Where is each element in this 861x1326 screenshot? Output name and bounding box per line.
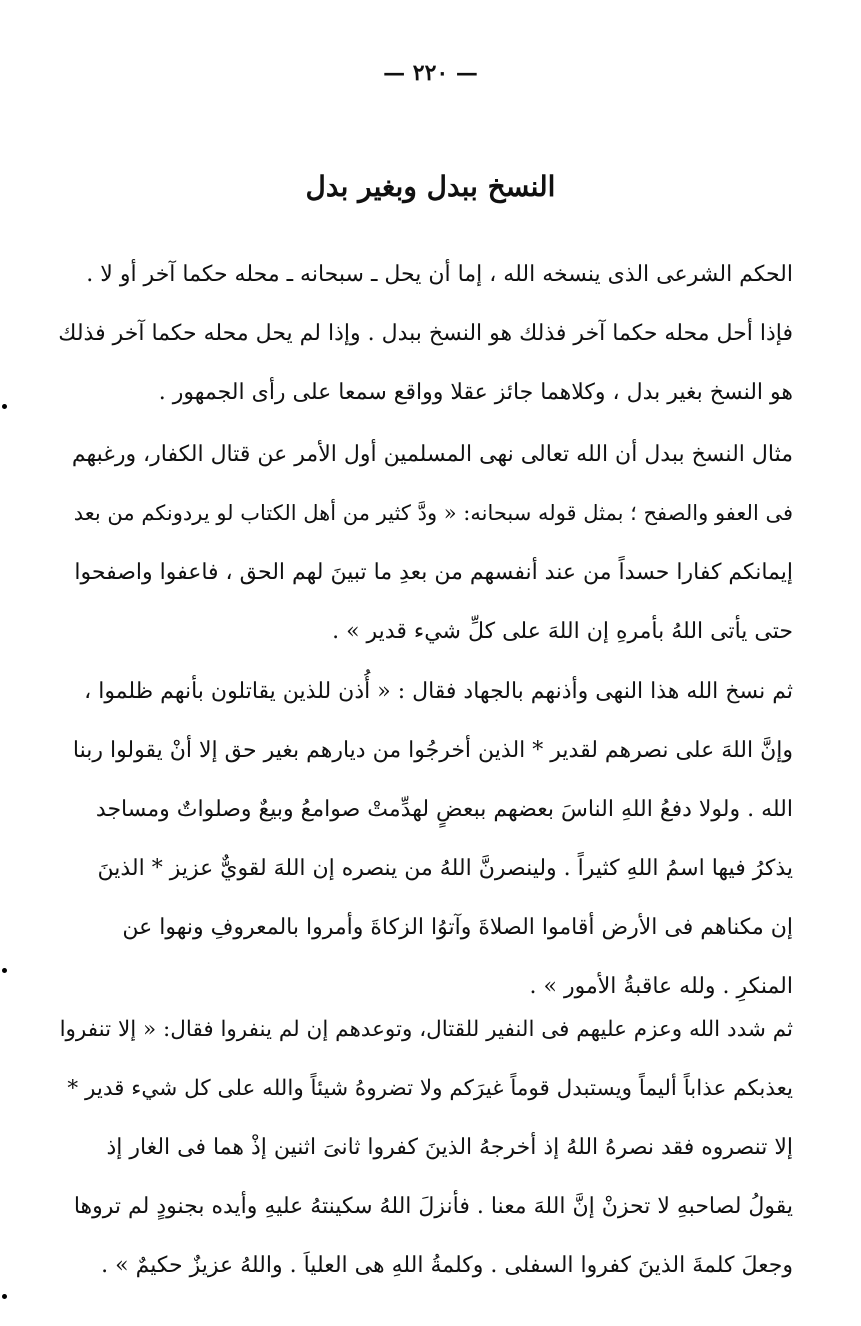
paragraph-example — [58, 425, 793, 661]
margin-ink-dot — [2, 968, 7, 973]
paragraph-mobilization — [58, 1000, 793, 1295]
text-line: وإنَّ اللهَ على نصرهم لقدير * الذين أخرجُوا من ديارهم بغير حق إلا أنْ يقولوا ربنا — [72, 738, 793, 763]
margin-ink-dot — [2, 1294, 7, 1299]
page-number: — ٢٢٠ — — [383, 60, 478, 86]
text-line: الحكم الشرعى الذى ينسخه الله ، إما أن يحل ـ سبحانه ـ محله حكما آخر أو لا . — [86, 262, 793, 287]
text-line: فإذا أحل محله حكما آخر فذلك هو النسخ ببدل . وإذا لم يحل محله حكما آخر فذلك — [58, 321, 793, 346]
text-line: المنكرِ . ولله عاقبةُ الأمور » . — [529, 974, 793, 999]
text-line: إلا تنصروه فقد نصرهُ اللهُ إذ أخرجهُ الذينَ كفروا ثانىَ اثنين إذْ هما فى الغار إذ — [106, 1135, 793, 1160]
text-line: إن مكناهم فى الأرض أقاموا الصلاةَ وآتوُا الزكاةَ وأمروا بالمعروفِ ونهوا عن — [122, 915, 793, 940]
text-line: يقولُ لصاحبهِ لا تحزنْ إنَّ اللهَ معنا . فأنزلَ اللهُ سكينتهُ عليهِ وأيده بجنودٍ لم تروها — [73, 1194, 793, 1219]
text-line: حتى يأتى اللهُ بأمرهِ إن اللهَ على كلِّ شيء قدير » . — [332, 619, 793, 644]
text-line: ثم شدد الله وعزم عليهم فى النفير للقتال، وتوعدهم إن لم ينفروا فقال: « إلا تنفروا — [59, 1017, 793, 1042]
text-line: وجعلَ كلمةَ الذينَ كفروا السفلى . وكلمةُ اللهِ هى العلياَ . واللهُ عزيزٌ حكيمٌ » . — [101, 1253, 793, 1278]
text-line: يذكرُ فيها اسمُ اللهِ كثيراً . ولينصرنَّ اللهُ من ينصره إن اللهَ لقويٌّ عزيز * الذينَ — [97, 856, 793, 881]
section-heading: النسخ ببدل وبغير بدل — [305, 170, 556, 203]
text-line: مثال النسخ ببدل أن الله تعالى نهى المسلمين أول الأمر عن قتال الكفار، ورغبهم — [71, 442, 793, 467]
paragraph-definition — [58, 245, 793, 422]
text-line: فى العفو والصفح ؛ بمثل قوله سبحانه: « ودَّ كثير من أهل الكتاب لو يردونكم من بعد — [73, 501, 793, 525]
text-line: هو النسخ بغير بدل ، وكلاهما جائز عقلا وواقع سمعا على رأى الجمهور . — [158, 380, 793, 405]
text-line: إيمانكم كفارا حسداً من عند أنفسهم من بعدِ ما تبينَ لهم الحق ، فاعفوا واصفحوا — [74, 560, 793, 585]
paragraph-abrogation — [58, 662, 793, 1016]
text-line: الله . ولولا دفعُ اللهِ الناسَ بعضهم ببعضٍ لهدِّمتْ صوامعُ وبيعٌ وصلواتٌ ومساجد — [95, 797, 793, 822]
text-line: يعذبكم عذاباً أليماً ويستبدل قوماً غيرَكم ولا تضروهُ شيئاً والله على كل شيء قدير * — [67, 1076, 793, 1101]
text-line: ثم نسخ الله هذا النهى وأذنهم بالجهاد فقال : « أُذن للذين يقاتلون بأنهم ظلموا ، — [84, 679, 793, 704]
margin-ink-dot — [2, 404, 7, 409]
